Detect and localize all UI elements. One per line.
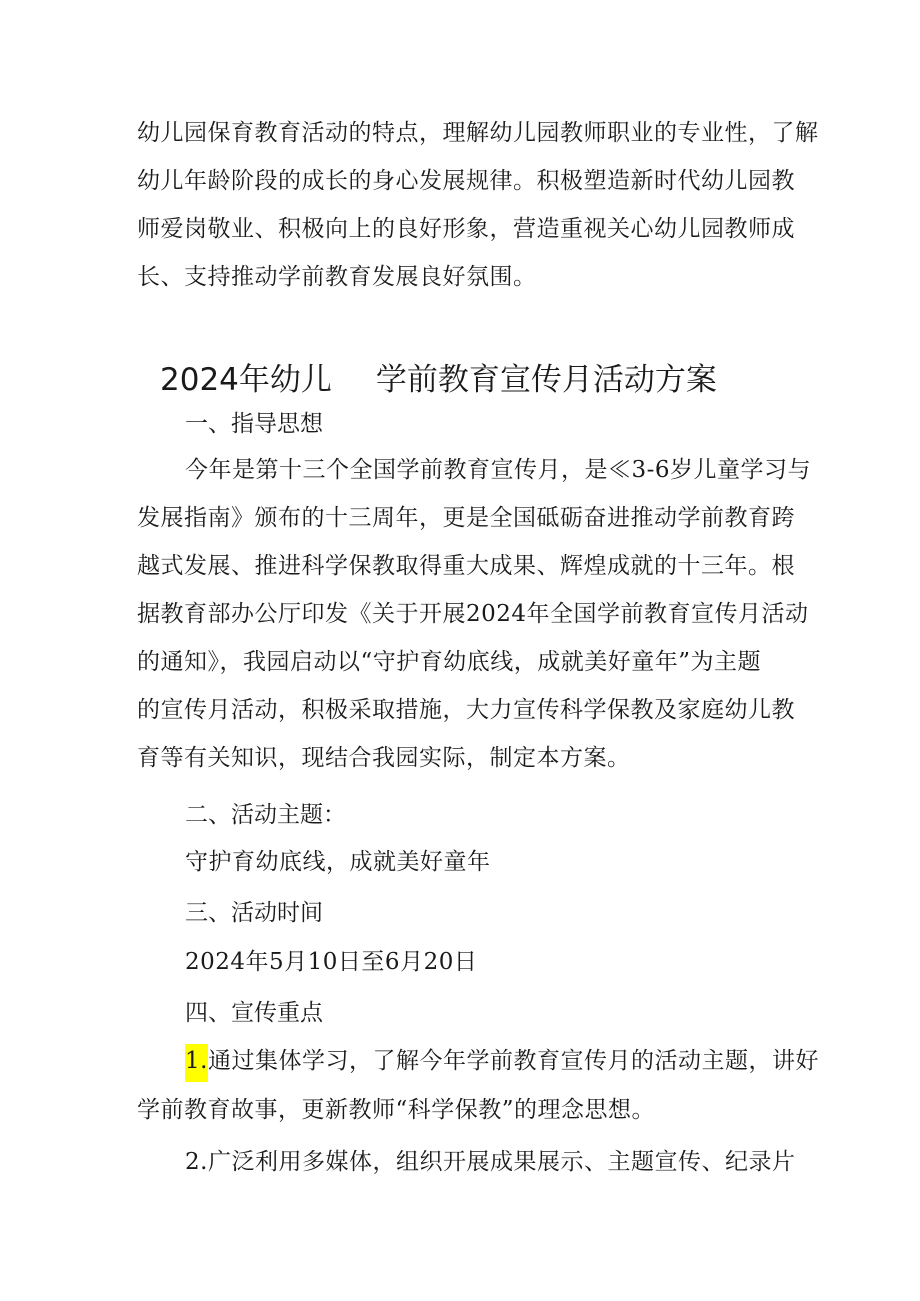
section1-line-1: 今年是第十三个全国学前教育宣传月，是≪3-6岁儿童学习与	[185, 457, 812, 483]
focus-item-1-line-2: 学前教育故事，更新教师“科学保教”的理念思想。	[137, 1097, 656, 1123]
section1-line-4: 据教育部办公厅印发《关于开展2024年全国学前教育宣传月活动	[137, 601, 809, 627]
intro-line-4: 长、支持推动学前教育发展良好氛围。	[137, 264, 537, 290]
intro-line-2: 幼儿年龄阶段的成长的身心发展规律。积极塑造新时代幼儿园教	[137, 168, 795, 194]
highlighted-item-number: 1.	[185, 1044, 208, 1082]
section1-line-7: 育等有关知识，现结合我园实际，制定本方案。	[137, 745, 631, 771]
section1-line-5: 的通知》，我园启动以“守护育幼底线，成就美好童年”为主题	[137, 649, 762, 675]
section1-line-6: 的宣传月活动，积极采取措施，大力宣传科学保教及家庭幼儿教	[137, 697, 795, 723]
title-part-1: 2024年幼儿	[160, 362, 332, 398]
focus-item-1-line-1	[185, 1046, 819, 1076]
section1-line-3: 越式发展、推进科学保教取得重大成果、辉煌成就的十三年。根	[137, 553, 795, 579]
intro-line-3: 师爱岗敬业、积极向上的良好形象，营造重视关心幼儿园教师成	[137, 216, 795, 242]
section-heading-guiding-ideology: 一、指导思想	[185, 411, 323, 437]
focus-item-2-line-1: 2.广泛利用多媒体，组织开展成果展示、主题宣传、纪录片	[185, 1149, 796, 1175]
section-heading-publicity-focus: 四、宣传重点	[185, 1000, 323, 1026]
section-heading-activity-time: 三、活动时间	[185, 900, 323, 926]
focus-item-1-text: 通过集体学习，了解今年学前教育宣传月的活动主题，讲好	[207, 1048, 819, 1074]
intro-line-1: 幼儿园保育教育活动的特点，理解幼儿园教师职业的专业性，了解	[137, 120, 819, 146]
section-heading-activity-theme: 二、活动主题：	[185, 802, 346, 828]
section1-line-2: 发展指南》颁布的十三周年，更是全国砥砺奋进推动学前教育跨	[137, 505, 795, 531]
activity-theme-text: 守护育幼底线，成就美好童年	[185, 849, 491, 875]
activity-time-text: 2024年5月10日至6月20日	[185, 949, 478, 975]
title-part-2: 学前教育宣传月活动方案	[375, 362, 717, 398]
document-title	[160, 360, 717, 400]
